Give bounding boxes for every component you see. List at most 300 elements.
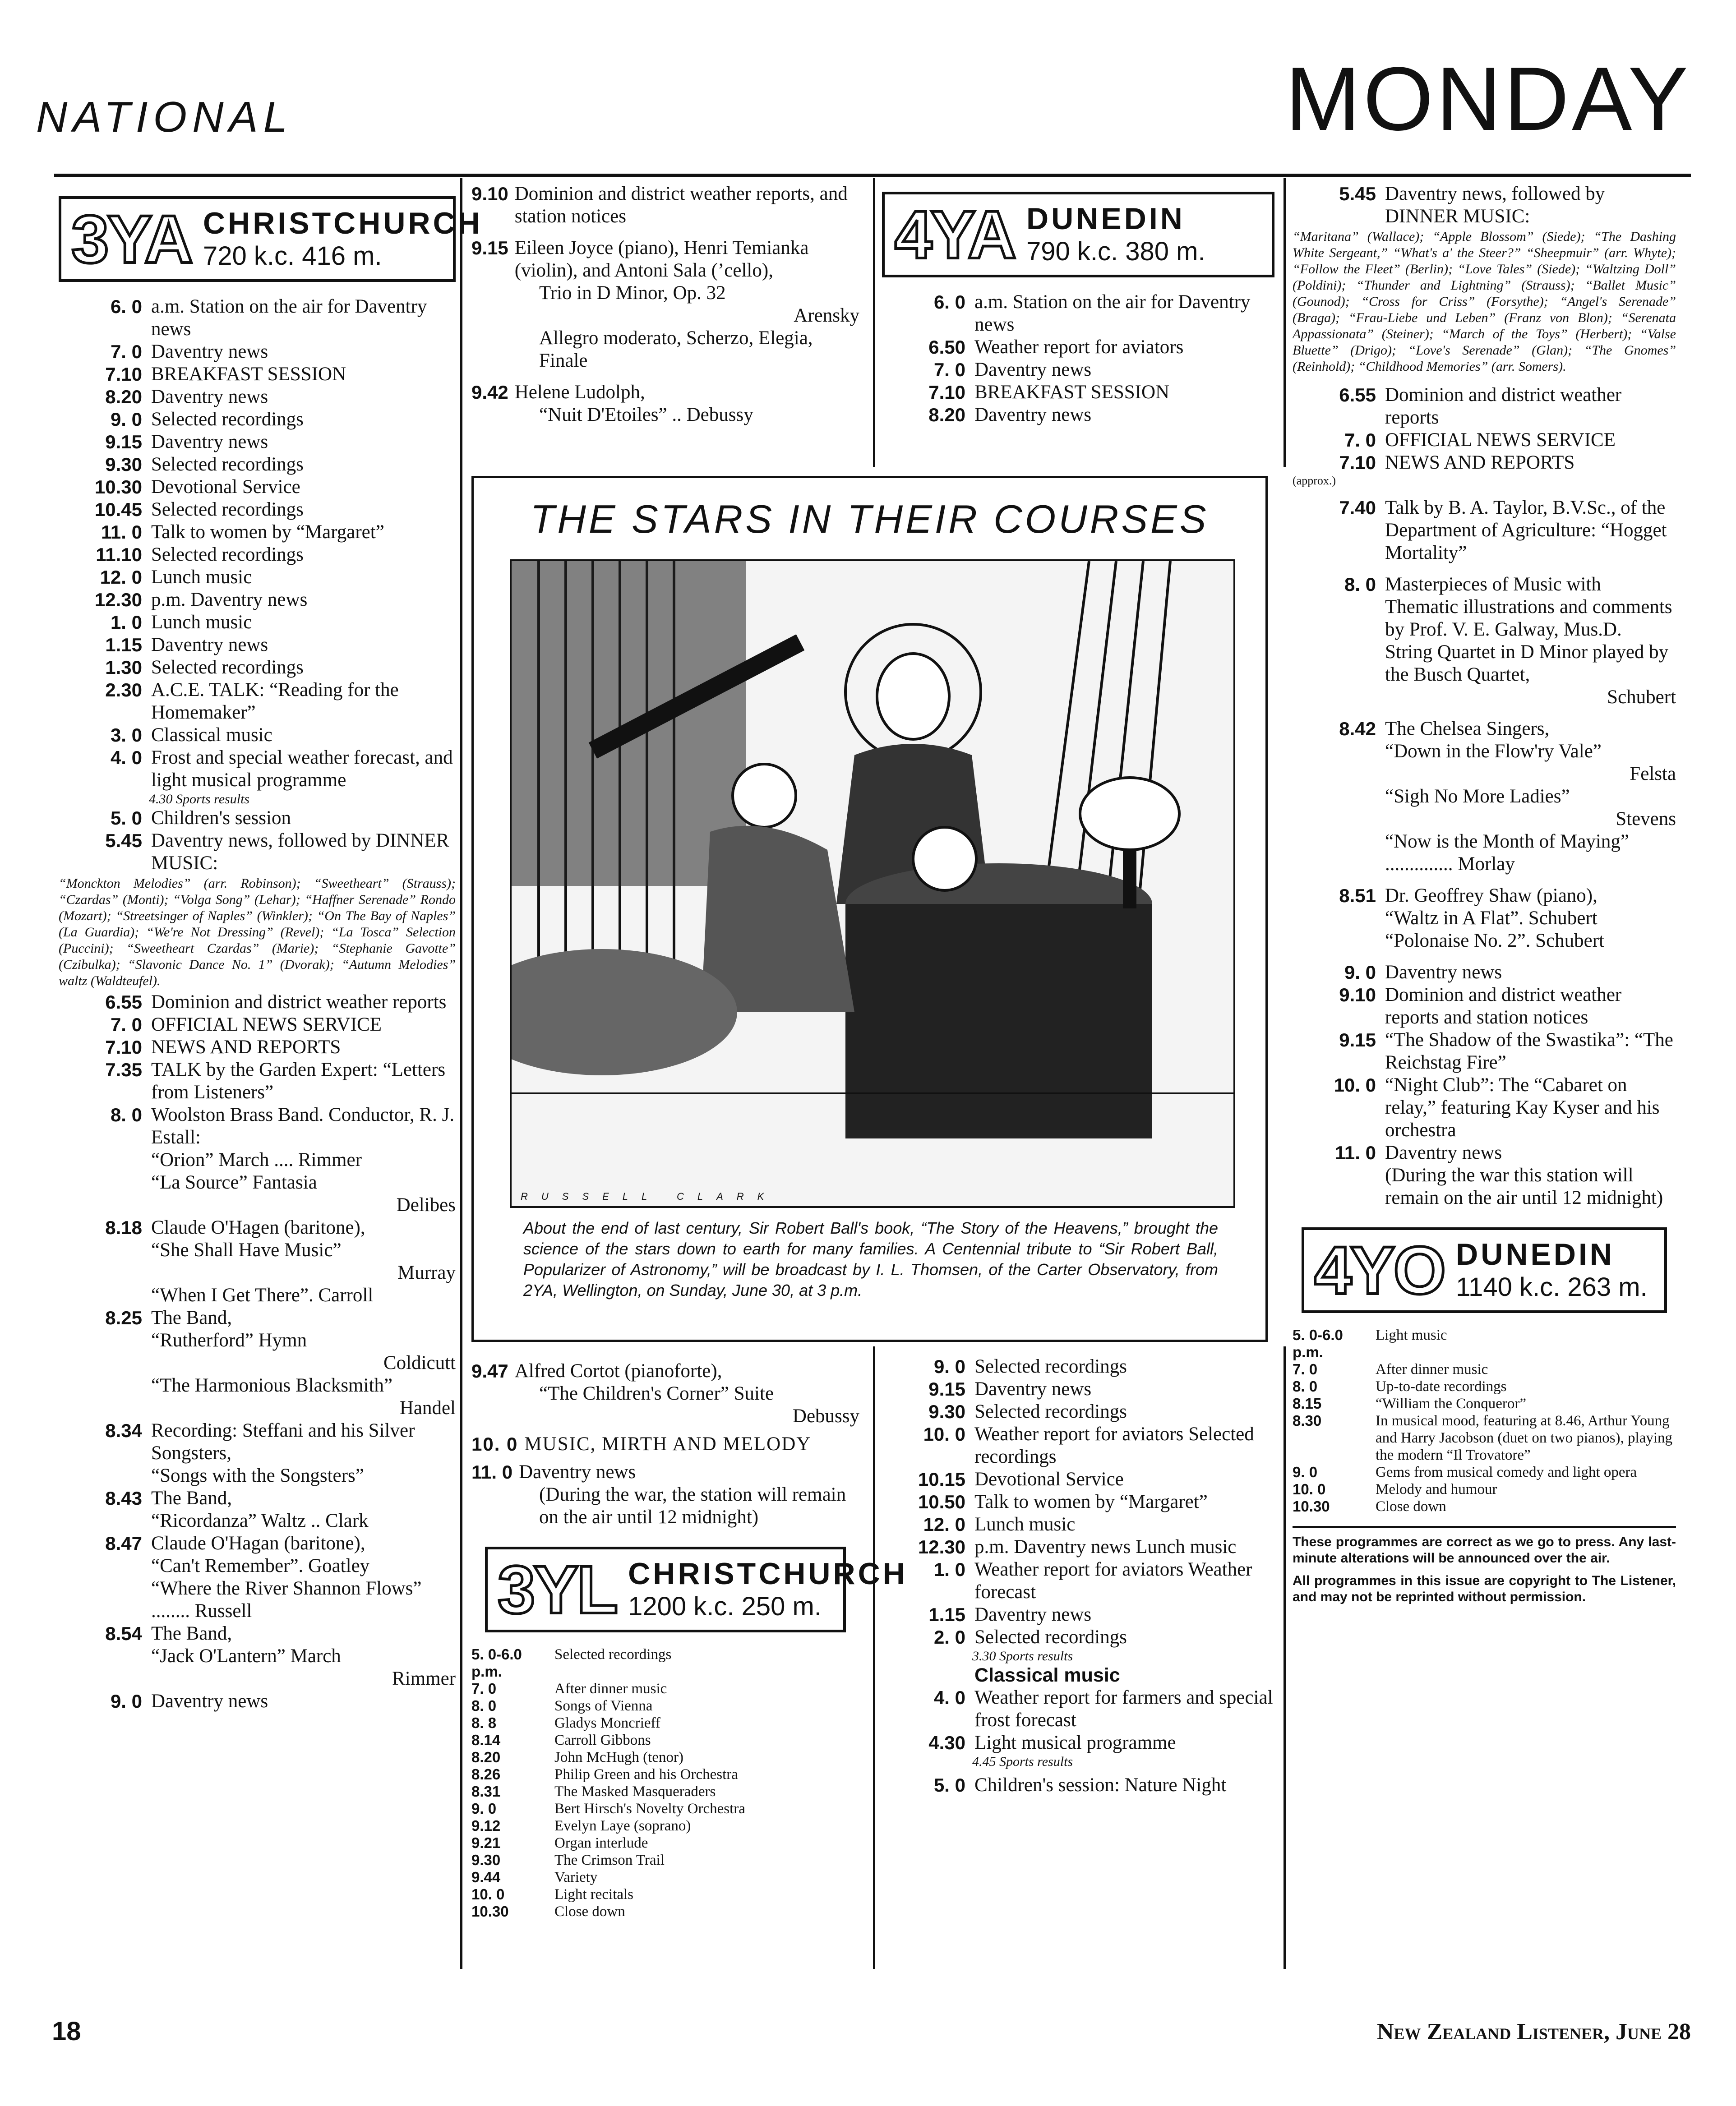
- programme-list: [882, 1355, 1274, 1649]
- station-frequency: 1200 k.c. 250 m.: [628, 1591, 822, 1621]
- programme-list: [1293, 384, 1676, 474]
- column-divider: [460, 178, 462, 1969]
- programme-title: Variety: [554, 1869, 598, 1885]
- programme-piece: “Waltz in A Flat”. Schubert: [1385, 908, 1597, 929]
- programme-item: [471, 1903, 859, 1920]
- programme-item: [59, 829, 456, 875]
- programme-item: [1293, 1378, 1676, 1395]
- programme-time: 7.10: [928, 382, 965, 403]
- programme-list: [471, 1646, 859, 1920]
- programme-item: [882, 1423, 1274, 1468]
- programme-title: A.C.E. TALK: “Reading for the Homemaker”: [151, 679, 399, 723]
- column-divider: [873, 1346, 875, 1969]
- programme-time: 10.50: [918, 1491, 965, 1512]
- programme-piece: “Where the River Shannon Flows” ........ Russell: [151, 1578, 422, 1622]
- programme-time: 1.15: [928, 1604, 965, 1625]
- programme-item: [471, 1852, 859, 1869]
- programme-item: 7.40 Talk by B. A. Taylor, B.V.Sc., of the Department of Agriculture: “Hogget Mortality”: [1339, 497, 1667, 563]
- programme-item: [471, 1749, 859, 1766]
- illustration: [510, 559, 1235, 1208]
- programme-title: “The Shadow of the Swastika”: “The Reichstag Fire”: [1385, 1029, 1673, 1073]
- programme-item: 9.42 Helene Ludolph,: [471, 382, 645, 403]
- programme-time: 7. 0: [1344, 429, 1376, 451]
- programme-item: [1293, 1395, 1676, 1412]
- programme-title: After dinner music: [554, 1681, 667, 1697]
- programme-piece: “La Source” Fantasia: [151, 1172, 317, 1193]
- programme-time: 6.55: [1339, 384, 1376, 406]
- programme-time: 9. 0: [471, 1800, 497, 1817]
- programme-title: BREAKFAST SESSION: [151, 364, 346, 385]
- programme-list: [882, 1687, 1274, 1754]
- programme-item: [59, 498, 456, 521]
- programme-piece: “Rutherford” Hymn: [151, 1330, 307, 1351]
- programme-time: 12. 0: [923, 1514, 965, 1535]
- programme-item: [59, 295, 456, 341]
- programme-time: 6. 0: [110, 296, 142, 317]
- programme-title: Daventry news: [1385, 962, 1502, 983]
- feature-caption: About the end of last century, Sir Robert Ball's book, “The Story of the Heavens,” brought the science of the stars down to earth for many families. A Centennial tribute to “Sir Robert Ball, Popularizer of Astronomy,” will be broadcast by I. L. Thomsen, of the Carter Observatory, from 2YA, Wellington, on Sunday, June 30, at 3 p.m.: [523, 1219, 1218, 1300]
- programme-time: 1.30: [105, 657, 142, 678]
- column-divider: [1284, 178, 1286, 467]
- programme-item: [1293, 1464, 1676, 1481]
- programme-title: Selected recordings: [151, 657, 304, 678]
- programme-item: [882, 1401, 1274, 1423]
- astronomy-illustration: [512, 561, 1233, 1206]
- programme-title: Dominion and district weather reports: [151, 991, 447, 1013]
- programme-time: 9.15: [1339, 1029, 1376, 1051]
- programme-item: 8.25 The Band,: [105, 1307, 232, 1328]
- programme-time: 5. 0-6.0 p.m.: [1293, 1327, 1343, 1360]
- programme-title: Selected recordings: [151, 499, 304, 520]
- programme-item: [1293, 961, 1676, 984]
- programme-piece: Classical music: [974, 1664, 1120, 1686]
- programme-time: 8.30: [1293, 1412, 1322, 1429]
- programme-title: “William the Conqueror”: [1376, 1396, 1527, 1412]
- programme-time: 7.35: [105, 1059, 142, 1080]
- section-label: NATIONAL: [36, 93, 293, 141]
- programme-time: 10.30: [471, 1903, 509, 1920]
- programme-time: 7. 0: [110, 341, 142, 362]
- programme-piece: “Down in the Flow'ry Vale”: [1385, 741, 1602, 762]
- top-rule: [54, 174, 1691, 177]
- programme-title: a.m. Station on the air for Daventry news: [974, 291, 1251, 335]
- programme-item: 8.43 The Band,: [105, 1488, 232, 1509]
- programme-item: [59, 476, 456, 498]
- programme-title: Devotional Service: [151, 476, 300, 498]
- programme-piece: “The Children's Corner” Suite: [539, 1383, 774, 1404]
- programme-title: Close down: [554, 1903, 625, 1920]
- programme-title: NEWS AND REPORTS: [1385, 452, 1575, 473]
- programme-time: 7.10: [105, 1037, 142, 1058]
- programme-item: [882, 1687, 1274, 1732]
- programme-title: Daventry news: [1385, 1142, 1502, 1163]
- programme-item: [471, 1766, 859, 1783]
- programme-title: Daventry news: [974, 1604, 1092, 1625]
- programme-title: Classical music: [151, 724, 272, 746]
- programme-time: 5.45: [105, 830, 142, 851]
- composer: Felsta: [1630, 763, 1676, 784]
- composer: Schubert: [1607, 687, 1676, 708]
- programme-item: [59, 634, 456, 656]
- programme-piece: “Jack O'Lantern” March: [151, 1645, 341, 1667]
- programme-time: 1.15: [105, 634, 142, 655]
- programme-title: John McHugh (tenor): [554, 1749, 683, 1765]
- column-3ya-continued: [471, 183, 859, 426]
- programme-item: 8.51 Dr. Geoffrey Shaw (piano),: [1339, 885, 1597, 906]
- programme-title: Bert Hirsch's Novelty Orchestra: [554, 1801, 745, 1817]
- column-3ya: [59, 183, 483, 1713]
- programme-title: BREAKFAST SESSION: [974, 382, 1170, 403]
- programme-item: [882, 1513, 1274, 1536]
- programme-title: TALK by the Garden Expert: “Letters from Listeners”: [151, 1059, 446, 1103]
- programme-item: [1293, 452, 1676, 474]
- programme-item: [1293, 1361, 1676, 1378]
- programme-title: Daventry news: [151, 431, 268, 452]
- approx-note: (approx.): [1293, 474, 1336, 487]
- programme-time: 9. 0: [110, 409, 142, 430]
- programme-title: Daventry news: [974, 1378, 1092, 1400]
- programme-title: Daventry news, followed by DINNER MUSIC:: [151, 830, 449, 874]
- programme-time: 2. 0: [933, 1627, 965, 1648]
- programme-time: 12.30: [94, 589, 142, 610]
- sports-results-note: 4.45 Sports results: [972, 1754, 1073, 1769]
- programme-title: Gladys Moncrieff: [554, 1715, 660, 1731]
- programme-title: Gems from musical comedy and light opera: [1376, 1464, 1637, 1480]
- programme-list: [882, 291, 1274, 426]
- programme-time: 9.15: [105, 431, 142, 452]
- station-header-3ya: [59, 196, 483, 282]
- programme-title: Talk to women by “Margaret”: [974, 1491, 1208, 1512]
- programme-piece: “When I Get There”. Carroll: [151, 1285, 374, 1306]
- programme-item: [59, 747, 456, 792]
- programme-time: 10.15: [918, 1469, 965, 1490]
- programme-title: p.m. Daventry news: [151, 589, 308, 610]
- programme-title: Philip Green and his Orchestra: [554, 1766, 738, 1783]
- column-divider: [873, 178, 875, 467]
- programme-item: [882, 1355, 1274, 1378]
- programme-item: [59, 544, 456, 566]
- programme-list: [1293, 1327, 1676, 1515]
- station-logo: 4YO: [1314, 1232, 1445, 1308]
- programme-item: [59, 724, 456, 747]
- programme-item: 8.34 Recording: Steffani and his Silver Songsters,: [105, 1420, 415, 1464]
- programme-item: [59, 807, 456, 829]
- programme-item: [1293, 984, 1676, 1029]
- programme-title: OFFICIAL NEWS SERVICE: [1385, 429, 1616, 451]
- programme-piece: “Songs with the Songsters”: [151, 1465, 364, 1486]
- programme-time: 9.30: [471, 1852, 501, 1868]
- programme-title: Light recitals: [554, 1886, 634, 1903]
- programme-item: [471, 1869, 859, 1886]
- programme-time: 7. 0: [933, 359, 965, 380]
- programme-item: [1293, 429, 1676, 452]
- programme-title: “Night Club”: The “Cabaret on relay,” featuring Kay Kyser and his orchestra: [1385, 1074, 1660, 1141]
- station-hours-note: (During the war, the station will remain on the air until 12 midnight): [539, 1484, 846, 1528]
- programme-time: 6.50: [928, 336, 965, 358]
- programme-time: 12. 0: [100, 567, 142, 588]
- programme-item: [59, 363, 456, 386]
- programme-title: Light music: [1376, 1327, 1447, 1343]
- programme-piece: “Now is the Month of Maying” .............. Morlay: [1385, 831, 1630, 875]
- column-4ya-day: [882, 1346, 1274, 1797]
- programme-item: [471, 1646, 859, 1680]
- programme-title: Weather report for aviators: [974, 336, 1184, 358]
- programme-item: [1293, 1498, 1676, 1515]
- programme-time: 1. 0: [933, 1559, 965, 1580]
- notice-rule: [1293, 1526, 1676, 1528]
- programme-item: [1293, 1412, 1676, 1464]
- programme-time: 10.30: [94, 476, 142, 498]
- programme-time: 8.26: [471, 1766, 501, 1783]
- programme-title: OFFICIAL NEWS SERVICE: [151, 1014, 382, 1035]
- programme-title: Daventry news: [151, 634, 268, 655]
- programme-title: Daventry news: [151, 341, 268, 362]
- programme-item: [471, 1697, 859, 1714]
- programme-time: 9.30: [928, 1401, 965, 1422]
- programme-item: [1293, 1074, 1676, 1142]
- programme-time: 9.21: [471, 1834, 501, 1851]
- composer: Coldicutt: [383, 1352, 456, 1373]
- programme-piece: “Nuit D'Etoiles” .. Debussy: [539, 404, 753, 425]
- feature-box: [471, 476, 1268, 1342]
- programme-item: 8. 0 Masterpieces of Music with Thematic illustrations and comments by Prof. V. E. Galway, Mus.D.: [1344, 574, 1672, 640]
- programme-item: [59, 1036, 456, 1059]
- artist-signature: RUSSELL CLARK: [521, 1191, 778, 1202]
- programme-piece: “The Harmonious Blacksmith”: [151, 1375, 392, 1396]
- programme-piece: Allegro moderato, Scherzo, Elegia, Finale: [539, 327, 813, 371]
- programme-time: 4. 0: [933, 1687, 965, 1708]
- dinner-music-list: “Monckton Melodies” (arr. Robinson); “Sweetheart” (Strauss); “Czardas” (Monti); “Volga Song” (Lehar); “Haffner Serenade” Rondo (Mozart); “Streetsinger of Naples” (Winkler); “On The Bay of Naples” (La Guardia); “We're Not Dressing” (Revel); “La Tosca” Selection (Puccini); “Sweetheart Czardas” (Marie); “Stephanie Gavotte” (Czibulka); “Slavonic Dance No. 1” (Dvorak); “Autumn Melodies” waltz (Waldteufel).: [59, 876, 456, 988]
- programme-time: 9.10: [1339, 984, 1376, 1005]
- column-3ya-late: [471, 1346, 908, 1920]
- dinner-music-list: “Maritana” (Wallace); “Apple Blossom” (Siede); “The Dashing White Sergeant,” “What's a' the Steer?” “Sheepmuir” (arr. Whyte); “Follow the Fleet” (Berlin); “Love Tales” (Siede); “Waltzing Doll” (Poldini); “Thunder and Lightning” (Strauss); “Ballet Music” (Gounod); “Cross for Criss” (Forsythe); “Angel's Serenade” (Braga); “Frau-Liebe und Leben” (Franz von Blon); “Serenata Appassionata” (Steiner); “March of the Toys” (Herbert); “Valse Bluette” (Drigo); “Love's Serenade” (Glan); “The Gnomes” (Reinhold); “Childhood Memories” (arr. Somers).: [1293, 229, 1676, 374]
- programme-title: Woolston Brass Band. Conductor, R. J. Estall:: [151, 1104, 455, 1148]
- programme-time: 6. 0: [933, 291, 965, 313]
- programme-item: [471, 1732, 859, 1749]
- column-divider: [1284, 1346, 1286, 1969]
- programme-time: 8.20: [928, 404, 965, 425]
- programme-title: Lunch music: [151, 567, 252, 588]
- programme-item: [59, 1104, 456, 1149]
- programme-item: [471, 1834, 859, 1852]
- programme-time: 9.15: [928, 1378, 965, 1400]
- programme-piece: Trio in D Minor, Op. 32: [539, 282, 726, 304]
- programme-item: [471, 1714, 859, 1732]
- programme-item: [59, 431, 456, 453]
- programme-title: The Masked Masqueraders: [554, 1783, 716, 1800]
- programme-time: 8.14: [471, 1732, 501, 1748]
- programme-item: [882, 1536, 1274, 1558]
- programme-time: 9.44: [471, 1869, 501, 1885]
- programme-item: [1293, 1481, 1676, 1498]
- programme-time: 3. 0: [110, 724, 142, 746]
- composer: Delibes: [396, 1194, 456, 1216]
- programme-piece: “Sigh No More Ladies”: [1385, 786, 1570, 807]
- programme-piece: “She Shall Have Music”: [151, 1240, 342, 1261]
- programme-item: [471, 1817, 859, 1834]
- programme-item: [59, 386, 456, 408]
- programme-title: Daventry news: [974, 404, 1092, 425]
- programme-title: The Crimson Trail: [554, 1852, 665, 1868]
- programme-list: [59, 991, 456, 1149]
- programme-item: [59, 1014, 456, 1036]
- programme-time: 10. 0: [1334, 1074, 1376, 1096]
- programme-time: 7. 0: [471, 1680, 497, 1697]
- programme-time: 4.30: [928, 1732, 965, 1753]
- programme-item: [59, 589, 456, 611]
- station-frequency: 790 k.c. 380 m.: [1026, 236, 1205, 266]
- programme-title: In musical mood, featuring at 8.46, Arthur Young and Harry Jacobson (duet on two pianos), playing the modern “Il Trovatore”: [1376, 1413, 1673, 1463]
- programme-item: [59, 521, 456, 544]
- programme-item: 9.47 Alfred Cortot (pianoforte),: [471, 1360, 722, 1382]
- programme-piece: “Orion” March .... Rimmer: [151, 1149, 362, 1171]
- programme-title: Selected recordings: [151, 544, 304, 565]
- programme-item: [59, 408, 456, 431]
- programme-item: [471, 1680, 859, 1697]
- programme-notice: These programmes are correct as we go to press. Any last-minute alterations will be announced over the air.: [1293, 1535, 1676, 1566]
- column-4ya-evening: [1293, 183, 1676, 1605]
- programme-item: [882, 1604, 1274, 1626]
- programme-time: 10.30: [1293, 1498, 1330, 1515]
- programme-time: 8. 8: [471, 1714, 497, 1731]
- programme-time: 8.31: [471, 1783, 501, 1800]
- programme-item: 11. 0 Daventry news: [471, 1461, 636, 1483]
- programme-time: 5. 0-6.0 p.m.: [471, 1646, 522, 1680]
- programme-item: [882, 404, 1274, 426]
- programme-item: [882, 381, 1274, 404]
- programme-item: [59, 1059, 456, 1104]
- programme-time: 4. 0: [110, 747, 142, 768]
- programme-time: 10. 0: [923, 1424, 965, 1445]
- programme-item: [882, 336, 1274, 359]
- page-number: 18: [52, 2017, 81, 2046]
- programme-title: Children's session: [151, 807, 291, 829]
- programme-title: a.m. Station on the air for Daventry news: [151, 296, 427, 340]
- programme-time: 12.30: [918, 1536, 965, 1558]
- programme-title: Lunch music: [974, 1514, 1076, 1535]
- programme-time: 8.15: [1293, 1395, 1322, 1412]
- programme-title: Organ interlude: [554, 1835, 648, 1851]
- programme-title: Light musical programme: [974, 1732, 1176, 1753]
- station-logo: 3YA: [71, 201, 192, 277]
- station-name: CHRISTCHURCH: [203, 206, 483, 240]
- programme-item: 9.10 Dominion and district weather reports, and station notices: [471, 183, 848, 227]
- copyright-notice: All programmes in this issue are copyright to The Listener, and may not be reprinted without permission.: [1293, 1573, 1676, 1604]
- programme-title: Selected recordings: [974, 1356, 1127, 1377]
- station-name: DUNEDIN: [1026, 201, 1185, 236]
- programme-item: [59, 611, 456, 634]
- programme-item: [471, 1783, 859, 1800]
- programme-title: Evelyn Laye (soprano): [554, 1818, 691, 1834]
- station-frequency: 1140 k.c. 263 m.: [1456, 1272, 1648, 1302]
- programme-time: 8. 0: [110, 1104, 142, 1125]
- composer: Debussy: [792, 1406, 859, 1427]
- programme-item: 10. 0 MUSIC, MIRTH AND MELODY: [471, 1433, 812, 1455]
- programme-title: Carroll Gibbons: [554, 1732, 651, 1748]
- programme-item: [1293, 1029, 1676, 1074]
- programme-time: 1. 0: [110, 612, 142, 633]
- programme-item: [1293, 1142, 1676, 1164]
- programme-item: [882, 1491, 1274, 1513]
- programme-item: 9. 0 Daventry news: [110, 1691, 268, 1712]
- station-name: DUNEDIN: [1456, 1237, 1615, 1272]
- sports-results-note: 4.30 Sports results: [149, 792, 250, 806]
- programme-time: 5. 0: [110, 807, 142, 829]
- programme-item: [882, 1732, 1274, 1754]
- sports-results-note: 3.30 Sports results: [972, 1649, 1073, 1664]
- station-logo: 3YL: [498, 1552, 617, 1627]
- programme-time: 11. 0: [101, 521, 142, 543]
- programme-time: 9. 0: [933, 1356, 965, 1377]
- programme-title: Up-to-date recordings: [1376, 1378, 1507, 1395]
- programme-item: 8.47 Claude O'Hagan (baritone),: [105, 1533, 365, 1554]
- composer: Rimmer: [392, 1668, 456, 1689]
- day-title: MONDAY: [1285, 49, 1691, 149]
- programme-time: 8. 0: [471, 1697, 497, 1714]
- programme-piece: String Quartet in D Minor played by the Busch Quartet,: [1385, 641, 1669, 685]
- programme-time: 9.30: [105, 454, 142, 475]
- programme-item: 8.42 The Chelsea Singers,: [1339, 718, 1550, 739]
- programme-item: [882, 359, 1274, 381]
- programme-item: 8.18 Claude O'Hagen (baritone),: [105, 1217, 365, 1238]
- programme-title: Frost and special weather forecast, and light musical programme: [151, 747, 453, 791]
- programme-item: [882, 1558, 1274, 1604]
- programme-piece: “Can't Remember”. Goatley: [151, 1555, 370, 1576]
- programme-time: 6.55: [105, 991, 142, 1013]
- programme-time: 9. 0: [1293, 1464, 1318, 1480]
- programme-item: 5. 0 Children's session: Nature Night: [933, 1774, 1227, 1796]
- programme-title: p.m. Daventry news Lunch music: [974, 1536, 1237, 1558]
- programme-title: NEWS AND REPORTS: [151, 1037, 341, 1058]
- programme-title: Daventry news: [974, 359, 1092, 380]
- programme-item: [59, 453, 456, 476]
- programme-piece: “Ricordanza” Waltz .. Clark: [151, 1510, 369, 1531]
- programme-title: Selected recordings: [554, 1646, 672, 1663]
- column-4ya: [882, 183, 1274, 426]
- programme-time: 9.12: [471, 1817, 501, 1834]
- station-logo: 4YA: [895, 197, 1015, 272]
- feature-title: THE STARS IN THEIR COURSES: [530, 497, 1209, 541]
- programme-item: 9.15 Eileen Joyce (piano), Henri Temianka (violin), and Antoni Sala (’cello),: [471, 237, 809, 281]
- programme-time: 11.10: [96, 544, 142, 565]
- programme-item: [882, 1378, 1274, 1401]
- programme-title: After dinner music: [1376, 1361, 1488, 1378]
- programme-item: [882, 291, 1274, 336]
- station-frequency: 720 k.c. 416 m.: [203, 241, 382, 271]
- programme-piece: “Polonaise No. 2”. Schubert: [1385, 930, 1605, 951]
- programme-item: [471, 1886, 859, 1903]
- programme-time: 7. 0: [110, 1014, 142, 1035]
- composer: Stevens: [1616, 808, 1676, 829]
- station-hours-note: (During the war this station will remain on the air until 12 midnight): [1385, 1165, 1663, 1208]
- programme-item: [59, 991, 456, 1014]
- programme-title: Selected recordings: [151, 454, 304, 475]
- programme-title: Selected recordings: [151, 409, 304, 430]
- programme-time: 10. 0: [471, 1886, 505, 1903]
- programme-time: 7.10: [105, 364, 142, 385]
- programme-item: [59, 341, 456, 363]
- programme-item: 8.54 The Band,: [105, 1623, 232, 1644]
- programme-item: [882, 1626, 1274, 1649]
- composer: Murray: [397, 1262, 456, 1283]
- programme-list: [59, 807, 456, 875]
- programme-item: [1293, 1327, 1676, 1361]
- station-header-3yl: [485, 1547, 908, 1632]
- programme-title: Selected recordings: [974, 1401, 1127, 1422]
- programme-title: Close down: [1376, 1498, 1446, 1515]
- programme-title: Songs of Vienna: [554, 1698, 653, 1714]
- programme-list: [1293, 961, 1676, 1164]
